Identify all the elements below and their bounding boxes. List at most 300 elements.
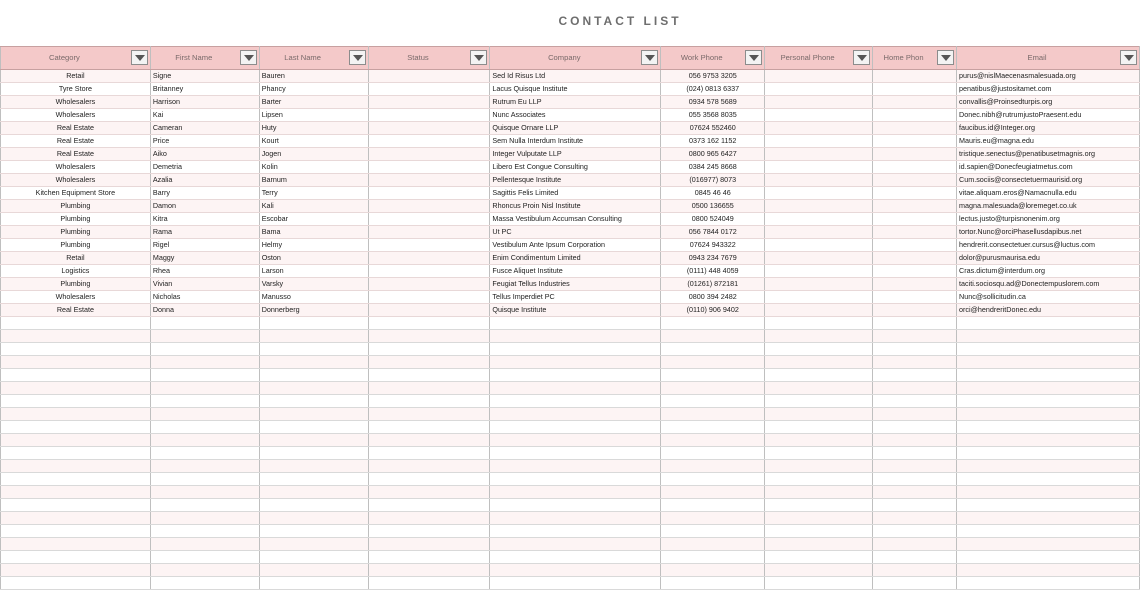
cell-home-phone[interactable] xyxy=(873,317,957,330)
cell-company[interactable]: Rutrum Eu LLP xyxy=(490,96,661,109)
cell-company[interactable] xyxy=(490,369,661,382)
cell-company[interactable]: Rhoncus Proin Nisl Institute xyxy=(490,200,661,213)
cell-last-name[interactable] xyxy=(259,564,368,577)
cell-email[interactable]: vitae.aliquam.eros@Namacnulla.edu xyxy=(957,187,1140,200)
cell-category[interactable] xyxy=(1,577,151,590)
cell-company[interactable] xyxy=(490,382,661,395)
cell-home-phone[interactable] xyxy=(873,83,957,96)
cell-company[interactable]: Pellentesque Institute xyxy=(490,174,661,187)
cell-email[interactable] xyxy=(957,356,1140,369)
cell-company[interactable]: Sed Id Risus Ltd xyxy=(490,70,661,83)
cell-home-phone[interactable] xyxy=(873,460,957,473)
cell-company[interactable]: Enim Condimentum Limited xyxy=(490,252,661,265)
cell-home-phone[interactable] xyxy=(873,187,957,200)
cell-last-name[interactable] xyxy=(259,512,368,525)
cell-category[interactable] xyxy=(1,330,151,343)
cell-category[interactable]: Plumbing xyxy=(1,278,151,291)
cell-email[interactable]: tortor.Nunc@orciPhasellusdapibus.net xyxy=(957,226,1140,239)
cell-last-name[interactable] xyxy=(259,356,368,369)
cell-category[interactable] xyxy=(1,538,151,551)
cell-category[interactable] xyxy=(1,317,151,330)
cell-home-phone[interactable] xyxy=(873,486,957,499)
cell-category[interactable] xyxy=(1,460,151,473)
cell-work-phone[interactable] xyxy=(661,369,765,382)
cell-work-phone[interactable]: 0500 136655 xyxy=(661,200,765,213)
cell-first-name[interactable]: Rhea xyxy=(150,265,259,278)
cell-personal-phone[interactable] xyxy=(765,382,873,395)
cell-status[interactable] xyxy=(368,356,490,369)
cell-company[interactable]: Fusce Aliquet Institute xyxy=(490,265,661,278)
cell-email[interactable] xyxy=(957,473,1140,486)
cell-category[interactable] xyxy=(1,564,151,577)
cell-status[interactable] xyxy=(368,330,490,343)
cell-first-name[interactable]: Damon xyxy=(150,200,259,213)
cell-work-phone[interactable]: 07624 943322 xyxy=(661,239,765,252)
cell-home-phone[interactable] xyxy=(873,577,957,590)
cell-last-name[interactable]: Oston xyxy=(259,252,368,265)
cell-personal-phone[interactable] xyxy=(765,109,873,122)
cell-home-phone[interactable] xyxy=(873,525,957,538)
cell-work-phone[interactable] xyxy=(661,447,765,460)
cell-personal-phone[interactable] xyxy=(765,512,873,525)
cell-last-name[interactable]: Kourt xyxy=(259,135,368,148)
cell-status[interactable] xyxy=(368,434,490,447)
cell-first-name[interactable] xyxy=(150,382,259,395)
cell-home-phone[interactable] xyxy=(873,122,957,135)
cell-company[interactable] xyxy=(490,525,661,538)
cell-first-name[interactable]: Kitra xyxy=(150,213,259,226)
cell-category[interactable] xyxy=(1,447,151,460)
cell-category[interactable]: Real Estate xyxy=(1,304,151,317)
cell-last-name[interactable]: Barter xyxy=(259,96,368,109)
cell-first-name[interactable] xyxy=(150,408,259,421)
cell-personal-phone[interactable] xyxy=(765,96,873,109)
cell-work-phone[interactable]: 056 7844 0172 xyxy=(661,226,765,239)
cell-company[interactable]: Libero Est Congue Consulting xyxy=(490,161,661,174)
cell-company[interactable] xyxy=(490,317,661,330)
cell-status[interactable] xyxy=(368,239,490,252)
cell-personal-phone[interactable] xyxy=(765,278,873,291)
cell-first-name[interactable]: Nicholas xyxy=(150,291,259,304)
cell-last-name[interactable]: Bauren xyxy=(259,70,368,83)
cell-email[interactable]: orci@hendreritDonec.edu xyxy=(957,304,1140,317)
cell-first-name[interactable] xyxy=(150,499,259,512)
cell-personal-phone[interactable] xyxy=(765,174,873,187)
cell-last-name[interactable] xyxy=(259,369,368,382)
cell-first-name[interactable]: Harrison xyxy=(150,96,259,109)
cell-home-phone[interactable] xyxy=(873,213,957,226)
cell-first-name[interactable]: Signe xyxy=(150,70,259,83)
cell-category[interactable]: Wholesalers xyxy=(1,161,151,174)
cell-last-name[interactable]: Varsky xyxy=(259,278,368,291)
cell-email[interactable] xyxy=(957,499,1140,512)
cell-work-phone[interactable]: 055 3568 8035 xyxy=(661,109,765,122)
cell-category[interactable] xyxy=(1,551,151,564)
cell-status[interactable] xyxy=(368,265,490,278)
cell-first-name[interactable] xyxy=(150,564,259,577)
cell-personal-phone[interactable] xyxy=(765,577,873,590)
cell-category[interactable]: Retail xyxy=(1,70,151,83)
cell-status[interactable] xyxy=(368,525,490,538)
cell-work-phone[interactable]: 0800 524049 xyxy=(661,213,765,226)
cell-personal-phone[interactable] xyxy=(765,239,873,252)
cell-personal-phone[interactable] xyxy=(765,434,873,447)
cell-home-phone[interactable] xyxy=(873,135,957,148)
cell-personal-phone[interactable] xyxy=(765,330,873,343)
cell-category[interactable]: Wholesalers xyxy=(1,96,151,109)
cell-category[interactable] xyxy=(1,343,151,356)
cell-company[interactable]: Quisque Ornare LLP xyxy=(490,122,661,135)
cell-category[interactable]: Wholesalers xyxy=(1,109,151,122)
cell-first-name[interactable]: Barry xyxy=(150,187,259,200)
cell-home-phone[interactable] xyxy=(873,551,957,564)
cell-company[interactable]: Tellus Imperdiet PC xyxy=(490,291,661,304)
cell-personal-phone[interactable] xyxy=(765,447,873,460)
cell-first-name[interactable] xyxy=(150,369,259,382)
cell-status[interactable] xyxy=(368,135,490,148)
cell-last-name[interactable]: Kolin xyxy=(259,161,368,174)
cell-company[interactable] xyxy=(490,551,661,564)
cell-personal-phone[interactable] xyxy=(765,525,873,538)
cell-first-name[interactable] xyxy=(150,434,259,447)
cell-last-name[interactable] xyxy=(259,343,368,356)
cell-personal-phone[interactable] xyxy=(765,551,873,564)
cell-email[interactable] xyxy=(957,395,1140,408)
cell-email[interactable] xyxy=(957,447,1140,460)
cell-home-phone[interactable] xyxy=(873,356,957,369)
cell-first-name[interactable] xyxy=(150,525,259,538)
cell-email[interactable]: hendrerit.consectetuer.cursus@luctus.com xyxy=(957,239,1140,252)
cell-work-phone[interactable] xyxy=(661,499,765,512)
cell-email[interactable] xyxy=(957,421,1140,434)
cell-work-phone[interactable]: 0845 46 46 xyxy=(661,187,765,200)
cell-personal-phone[interactable] xyxy=(765,473,873,486)
cell-work-phone[interactable]: (0110) 906 9402 xyxy=(661,304,765,317)
cell-last-name[interactable] xyxy=(259,577,368,590)
cell-personal-phone[interactable] xyxy=(765,421,873,434)
cell-status[interactable] xyxy=(368,278,490,291)
cell-email[interactable] xyxy=(957,434,1140,447)
cell-email[interactable] xyxy=(957,512,1140,525)
cell-company[interactable]: Integer Vulputate LLP xyxy=(490,148,661,161)
cell-home-phone[interactable] xyxy=(873,278,957,291)
cell-personal-phone[interactable] xyxy=(765,395,873,408)
cell-home-phone[interactable] xyxy=(873,200,957,213)
cell-email[interactable]: faucibus.id@Integer.org xyxy=(957,122,1140,135)
cell-email[interactable] xyxy=(957,369,1140,382)
cell-last-name[interactable] xyxy=(259,538,368,551)
cell-company[interactable] xyxy=(490,356,661,369)
cell-first-name[interactable]: Cameran xyxy=(150,122,259,135)
cell-home-phone[interactable] xyxy=(873,226,957,239)
cell-email[interactable]: Donec.nibh@rutrumjustoPraesent.edu xyxy=(957,109,1140,122)
cell-category[interactable] xyxy=(1,486,151,499)
cell-category[interactable] xyxy=(1,434,151,447)
cell-home-phone[interactable] xyxy=(873,369,957,382)
cell-home-phone[interactable] xyxy=(873,382,957,395)
cell-first-name[interactable] xyxy=(150,460,259,473)
cell-category[interactable]: Kitchen Equipment Store xyxy=(1,187,151,200)
cell-last-name[interactable] xyxy=(259,408,368,421)
cell-home-phone[interactable] xyxy=(873,408,957,421)
cell-status[interactable] xyxy=(368,512,490,525)
cell-home-phone[interactable] xyxy=(873,109,957,122)
cell-email[interactable] xyxy=(957,577,1140,590)
cell-first-name[interactable] xyxy=(150,512,259,525)
cell-first-name[interactable]: Maggy xyxy=(150,252,259,265)
cell-work-phone[interactable] xyxy=(661,564,765,577)
cell-category[interactable]: Retail xyxy=(1,252,151,265)
cell-email[interactable] xyxy=(957,538,1140,551)
cell-status[interactable] xyxy=(368,70,490,83)
cell-status[interactable] xyxy=(368,148,490,161)
cell-personal-phone[interactable] xyxy=(765,83,873,96)
cell-status[interactable] xyxy=(368,174,490,187)
cell-last-name[interactable]: Terry xyxy=(259,187,368,200)
cell-personal-phone[interactable] xyxy=(765,213,873,226)
cell-last-name[interactable]: Barnum xyxy=(259,174,368,187)
cell-home-phone[interactable] xyxy=(873,304,957,317)
filter-dropdown-icon[interactable] xyxy=(937,50,954,65)
cell-company[interactable] xyxy=(490,473,661,486)
cell-status[interactable] xyxy=(368,122,490,135)
cell-status[interactable] xyxy=(368,382,490,395)
cell-status[interactable] xyxy=(368,291,490,304)
cell-company[interactable] xyxy=(490,395,661,408)
cell-personal-phone[interactable] xyxy=(765,161,873,174)
cell-last-name[interactable]: Escobar xyxy=(259,213,368,226)
cell-email[interactable] xyxy=(957,343,1140,356)
cell-work-phone[interactable] xyxy=(661,434,765,447)
cell-last-name[interactable] xyxy=(259,330,368,343)
cell-email[interactable] xyxy=(957,317,1140,330)
cell-category[interactable]: Plumbing xyxy=(1,213,151,226)
cell-email[interactable]: lectus.justo@turpisnonenim.org xyxy=(957,213,1140,226)
cell-status[interactable] xyxy=(368,369,490,382)
cell-first-name[interactable]: Price xyxy=(150,135,259,148)
cell-first-name[interactable] xyxy=(150,317,259,330)
cell-last-name[interactable] xyxy=(259,317,368,330)
cell-first-name[interactable]: Rigel xyxy=(150,239,259,252)
cell-last-name[interactable]: Bama xyxy=(259,226,368,239)
cell-category[interactable]: Real Estate xyxy=(1,122,151,135)
cell-category[interactable]: Real Estate xyxy=(1,148,151,161)
cell-work-phone[interactable]: 07624 552460 xyxy=(661,122,765,135)
cell-work-phone[interactable]: 0934 578 5689 xyxy=(661,96,765,109)
cell-home-phone[interactable] xyxy=(873,96,957,109)
cell-last-name[interactable] xyxy=(259,460,368,473)
cell-category[interactable] xyxy=(1,356,151,369)
cell-personal-phone[interactable] xyxy=(765,226,873,239)
cell-work-phone[interactable] xyxy=(661,460,765,473)
cell-status[interactable] xyxy=(368,200,490,213)
cell-company[interactable] xyxy=(490,447,661,460)
cell-personal-phone[interactable] xyxy=(765,200,873,213)
cell-category[interactable] xyxy=(1,525,151,538)
cell-first-name[interactable] xyxy=(150,538,259,551)
cell-status[interactable] xyxy=(368,538,490,551)
cell-first-name[interactable]: Aiko xyxy=(150,148,259,161)
cell-work-phone[interactable] xyxy=(661,512,765,525)
filter-dropdown-icon[interactable] xyxy=(1120,50,1137,65)
cell-home-phone[interactable] xyxy=(873,343,957,356)
cell-last-name[interactable] xyxy=(259,525,368,538)
cell-company[interactable] xyxy=(490,499,661,512)
cell-email[interactable] xyxy=(957,460,1140,473)
cell-email[interactable]: convallis@Proinsedturpis.org xyxy=(957,96,1140,109)
cell-work-phone[interactable]: (024) 0813 6337 xyxy=(661,83,765,96)
cell-work-phone[interactable] xyxy=(661,551,765,564)
cell-first-name[interactable] xyxy=(150,486,259,499)
cell-personal-phone[interactable] xyxy=(765,343,873,356)
cell-personal-phone[interactable] xyxy=(765,564,873,577)
cell-home-phone[interactable] xyxy=(873,174,957,187)
cell-work-phone[interactable] xyxy=(661,473,765,486)
cell-category[interactable]: Plumbing xyxy=(1,226,151,239)
cell-last-name[interactable] xyxy=(259,473,368,486)
cell-home-phone[interactable] xyxy=(873,265,957,278)
cell-work-phone[interactable] xyxy=(661,486,765,499)
cell-company[interactable]: Lacus Quisque Institute xyxy=(490,83,661,96)
cell-work-phone[interactable]: (0111) 448 4059 xyxy=(661,265,765,278)
cell-category[interactable] xyxy=(1,421,151,434)
cell-email[interactable]: Nunc@sollicitudin.ca xyxy=(957,291,1140,304)
cell-status[interactable] xyxy=(368,460,490,473)
cell-personal-phone[interactable] xyxy=(765,122,873,135)
cell-personal-phone[interactable] xyxy=(765,252,873,265)
cell-first-name[interactable] xyxy=(150,447,259,460)
cell-home-phone[interactable] xyxy=(873,421,957,434)
cell-home-phone[interactable] xyxy=(873,564,957,577)
cell-personal-phone[interactable] xyxy=(765,135,873,148)
cell-work-phone[interactable] xyxy=(661,330,765,343)
cell-category[interactable] xyxy=(1,382,151,395)
cell-personal-phone[interactable] xyxy=(765,148,873,161)
cell-work-phone[interactable]: 0373 162 1152 xyxy=(661,135,765,148)
cell-status[interactable] xyxy=(368,447,490,460)
cell-home-phone[interactable] xyxy=(873,70,957,83)
cell-category[interactable] xyxy=(1,395,151,408)
cell-company[interactable]: Feugiat Tellus Industries xyxy=(490,278,661,291)
cell-company[interactable]: Nunc Associates xyxy=(490,109,661,122)
cell-category[interactable]: Wholesalers xyxy=(1,174,151,187)
cell-home-phone[interactable] xyxy=(873,148,957,161)
filter-dropdown-icon[interactable] xyxy=(853,50,870,65)
cell-email[interactable] xyxy=(957,330,1140,343)
cell-first-name[interactable]: Vivian xyxy=(150,278,259,291)
cell-work-phone[interactable]: 056 9753 3205 xyxy=(661,70,765,83)
cell-last-name[interactable]: Helmy xyxy=(259,239,368,252)
cell-first-name[interactable]: Donna xyxy=(150,304,259,317)
cell-work-phone[interactable] xyxy=(661,356,765,369)
cell-company[interactable] xyxy=(490,577,661,590)
cell-work-phone[interactable] xyxy=(661,317,765,330)
cell-company[interactable] xyxy=(490,421,661,434)
cell-first-name[interactable]: Britanney xyxy=(150,83,259,96)
cell-email[interactable] xyxy=(957,382,1140,395)
cell-work-phone[interactable]: (016977) 8073 xyxy=(661,174,765,187)
cell-last-name[interactable] xyxy=(259,421,368,434)
cell-category[interactable]: Logistics xyxy=(1,265,151,278)
cell-status[interactable] xyxy=(368,499,490,512)
cell-work-phone[interactable]: 0943 234 7679 xyxy=(661,252,765,265)
cell-work-phone[interactable]: 0384 245 8668 xyxy=(661,161,765,174)
cell-first-name[interactable] xyxy=(150,343,259,356)
cell-first-name[interactable] xyxy=(150,330,259,343)
cell-status[interactable] xyxy=(368,83,490,96)
cell-status[interactable] xyxy=(368,317,490,330)
cell-email[interactable]: tristique.senectus@penatibusetmagnis.org xyxy=(957,148,1140,161)
cell-first-name[interactable] xyxy=(150,421,259,434)
cell-status[interactable] xyxy=(368,395,490,408)
filter-dropdown-icon[interactable] xyxy=(131,50,148,65)
cell-status[interactable] xyxy=(368,109,490,122)
cell-first-name[interactable] xyxy=(150,395,259,408)
cell-work-phone[interactable] xyxy=(661,343,765,356)
cell-last-name[interactable]: Larson xyxy=(259,265,368,278)
cell-category[interactable]: Tyre Store xyxy=(1,83,151,96)
cell-personal-phone[interactable] xyxy=(765,304,873,317)
cell-category[interactable]: Plumbing xyxy=(1,200,151,213)
cell-last-name[interactable] xyxy=(259,499,368,512)
cell-last-name[interactable]: Jogen xyxy=(259,148,368,161)
cell-home-phone[interactable] xyxy=(873,291,957,304)
cell-status[interactable] xyxy=(368,304,490,317)
cell-company[interactable]: Massa Vestibulum Accumsan Consulting xyxy=(490,213,661,226)
cell-company[interactable] xyxy=(490,564,661,577)
cell-first-name[interactable]: Kai xyxy=(150,109,259,122)
filter-dropdown-icon[interactable] xyxy=(641,50,658,65)
cell-home-phone[interactable] xyxy=(873,330,957,343)
cell-last-name[interactable] xyxy=(259,395,368,408)
cell-first-name[interactable] xyxy=(150,356,259,369)
cell-first-name[interactable] xyxy=(150,473,259,486)
filter-dropdown-icon[interactable] xyxy=(745,50,762,65)
cell-work-phone[interactable] xyxy=(661,395,765,408)
cell-first-name[interactable]: Azalia xyxy=(150,174,259,187)
cell-work-phone[interactable]: (01261) 872181 xyxy=(661,278,765,291)
cell-status[interactable] xyxy=(368,551,490,564)
cell-home-phone[interactable] xyxy=(873,538,957,551)
cell-work-phone[interactable] xyxy=(661,408,765,421)
cell-status[interactable] xyxy=(368,473,490,486)
cell-status[interactable] xyxy=(368,486,490,499)
cell-company[interactable] xyxy=(490,460,661,473)
cell-work-phone[interactable] xyxy=(661,538,765,551)
cell-home-phone[interactable] xyxy=(873,239,957,252)
cell-status[interactable] xyxy=(368,421,490,434)
cell-work-phone[interactable] xyxy=(661,577,765,590)
cell-company[interactable]: Sem Nulla Interdum Institute xyxy=(490,135,661,148)
cell-category[interactable]: Plumbing xyxy=(1,239,151,252)
cell-category[interactable] xyxy=(1,512,151,525)
cell-work-phone[interactable] xyxy=(661,421,765,434)
cell-company[interactable] xyxy=(490,434,661,447)
cell-email[interactable]: dolor@purusmaurisa.edu xyxy=(957,252,1140,265)
cell-email[interactable]: Mauris.eu@magna.edu xyxy=(957,135,1140,148)
cell-personal-phone[interactable] xyxy=(765,265,873,278)
cell-category[interactable]: Wholesalers xyxy=(1,291,151,304)
cell-company[interactable] xyxy=(490,330,661,343)
cell-work-phone[interactable] xyxy=(661,382,765,395)
cell-email[interactable] xyxy=(957,486,1140,499)
cell-work-phone[interactable]: 0800 965 6427 xyxy=(661,148,765,161)
cell-last-name[interactable]: Phancy xyxy=(259,83,368,96)
cell-last-name[interactable]: Donnerberg xyxy=(259,304,368,317)
cell-status[interactable] xyxy=(368,577,490,590)
filter-dropdown-icon[interactable] xyxy=(349,50,366,65)
cell-company[interactable] xyxy=(490,512,661,525)
